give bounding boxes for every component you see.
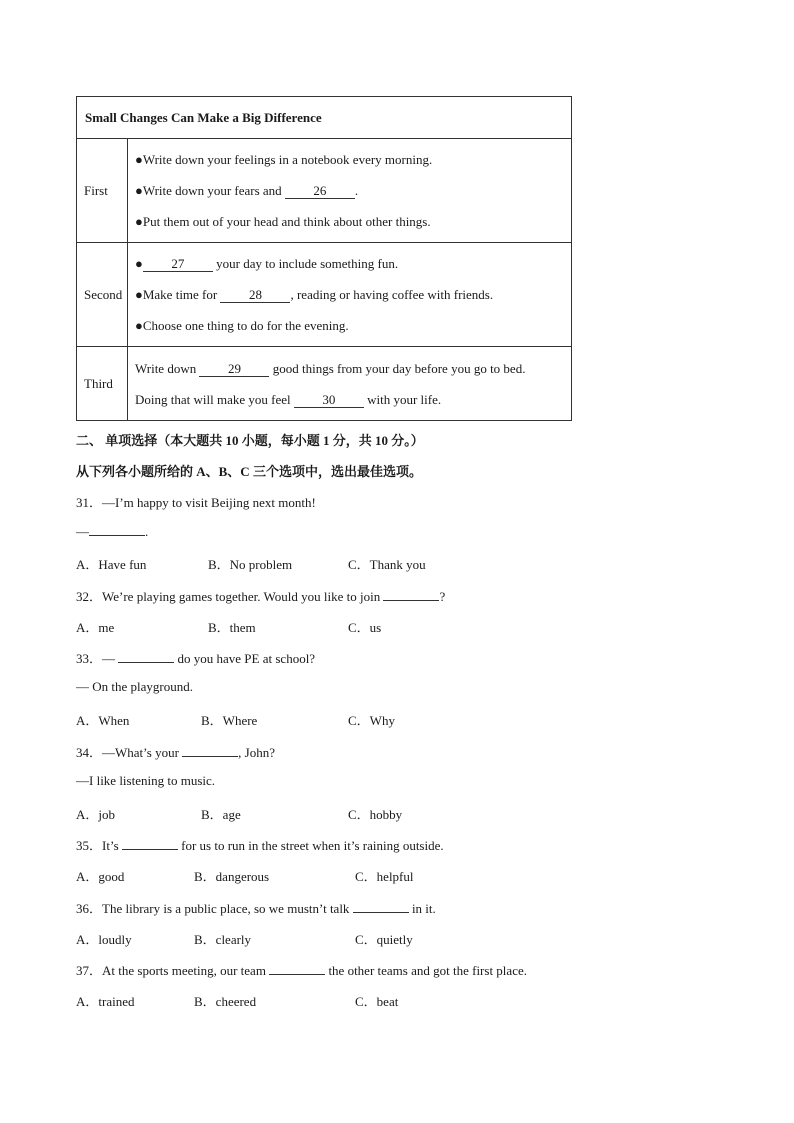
table-line: ●Make time for 28 , reading or having coffee with friends. bbox=[135, 287, 494, 302]
row-label-first: First bbox=[77, 139, 128, 243]
question-34-reply: —I like listening to music. bbox=[76, 773, 216, 788]
blank-26[interactable]: 26 bbox=[285, 184, 355, 199]
question-32: 32．We’re playing games together. Would you like to join ? bbox=[76, 589, 446, 604]
option-a[interactable]: A．good bbox=[76, 869, 125, 884]
tips-table bbox=[76, 96, 572, 421]
answer-blank[interactable] bbox=[353, 900, 409, 913]
option-a[interactable]: A．me bbox=[76, 620, 115, 635]
question-36: 36．The library is a public place, so we mustn’t talk in it. bbox=[76, 901, 436, 916]
option-a[interactable]: A．When bbox=[76, 713, 130, 728]
option-b[interactable]: B．No problem bbox=[208, 557, 293, 572]
option-b[interactable]: B．dangerous bbox=[194, 869, 270, 884]
option-c[interactable]: C．beat bbox=[355, 994, 399, 1009]
answer-blank[interactable] bbox=[89, 523, 145, 536]
table-line: ●Put them out of your head and think about other things. bbox=[135, 214, 431, 229]
question-33-reply: — On the playground. bbox=[76, 679, 193, 694]
option-a[interactable]: A．trained bbox=[76, 994, 135, 1009]
answer-blank[interactable] bbox=[118, 650, 174, 663]
table-line: ●Write down your fears and 26 . bbox=[135, 183, 359, 198]
row-label-second: Second bbox=[77, 243, 128, 347]
option-b[interactable]: B．Where bbox=[201, 713, 258, 728]
row-content-second bbox=[128, 243, 572, 347]
question-31: 31．—I’m happy to visit Beijing next month! bbox=[76, 495, 316, 510]
table-line: Doing that will make you feel 30 with your life. bbox=[135, 391, 442, 407]
table-line: Write down 29 good things from your day before you go to bed. bbox=[135, 360, 526, 376]
option-c[interactable]: C．us bbox=[348, 620, 382, 635]
question-34: 34．—What’s your , John? bbox=[76, 745, 276, 760]
option-a[interactable]: A．job bbox=[76, 807, 116, 822]
table-line: ●Choose one thing to do for the evening. bbox=[135, 318, 349, 333]
option-c[interactable]: C．helpful bbox=[355, 869, 414, 884]
option-a[interactable]: A．loudly bbox=[76, 932, 132, 947]
question-35: 35．It’s for us to run in the street when it’s raining outside. bbox=[76, 838, 444, 853]
table-line: ●Write down your feelings in a notebook every morning. bbox=[135, 152, 433, 167]
option-b[interactable]: B．cheered bbox=[194, 994, 257, 1009]
blank-28[interactable]: 28 bbox=[220, 288, 290, 303]
section-heading: 二、 单项选择（本大题共 10 小题，每小题 1 分，共 10 分。） bbox=[76, 433, 424, 448]
option-b[interactable]: B．age bbox=[201, 807, 241, 822]
table-line: ● 27 your day to include something fun. bbox=[135, 256, 399, 271]
blank-30[interactable]: 30 bbox=[294, 393, 364, 408]
row-label-third: Third bbox=[77, 347, 128, 421]
row-content-first bbox=[128, 139, 572, 243]
blank-29[interactable]: 29 bbox=[199, 362, 269, 377]
answer-blank[interactable] bbox=[383, 588, 439, 601]
table-title: Small Changes Can Make a Big Difference bbox=[77, 97, 572, 139]
option-b[interactable]: B．them bbox=[208, 620, 256, 635]
option-c[interactable]: C．quietly bbox=[355, 932, 413, 947]
option-c[interactable]: C．Thank you bbox=[348, 557, 426, 572]
question-33: 33．— do you have PE at school? bbox=[76, 651, 316, 666]
section-instruction: 从下列各小题所给的 A、B、C 三个选项中，选出最佳选项。 bbox=[76, 464, 422, 479]
question-37: 37．At the sports meeting, our team the other teams and got the first place. bbox=[76, 963, 527, 978]
option-c[interactable]: C．Why bbox=[348, 713, 395, 728]
option-c[interactable]: C．hobby bbox=[348, 807, 403, 822]
answer-blank[interactable] bbox=[122, 837, 178, 850]
option-a[interactable]: A．Have fun bbox=[76, 557, 147, 572]
question-31-reply: — . bbox=[76, 524, 149, 539]
option-b[interactable]: B．clearly bbox=[194, 932, 252, 947]
blank-27[interactable]: 27 bbox=[143, 257, 213, 272]
answer-blank[interactable] bbox=[269, 962, 325, 975]
answer-blank[interactable] bbox=[182, 744, 238, 757]
row-content-third bbox=[128, 347, 572, 421]
